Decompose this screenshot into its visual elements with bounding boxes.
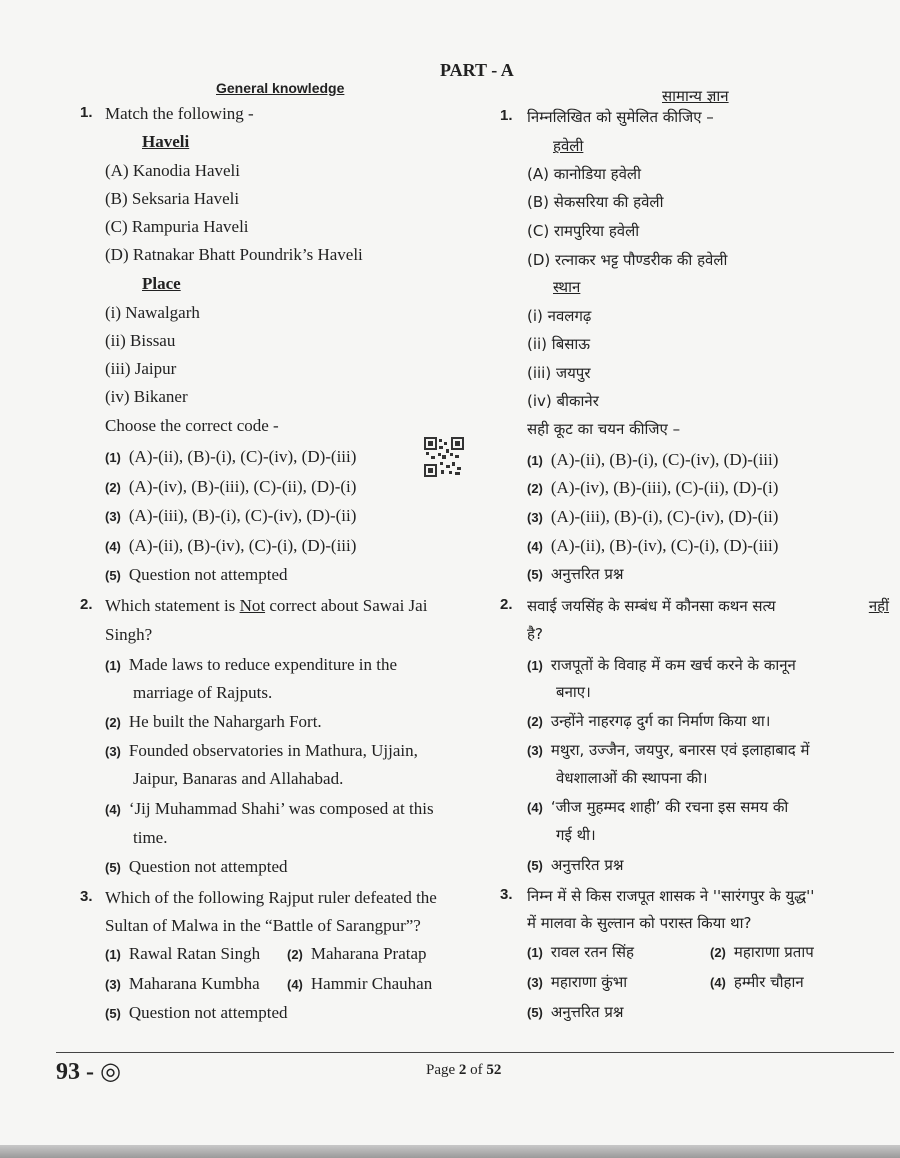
answer-option-continued: बनाए। bbox=[556, 683, 591, 701]
answer-option-continued: वेधशालाओं की स्थापना की। bbox=[556, 769, 708, 787]
question-stem: Which statement is Not correct about Sawai Jai bbox=[105, 596, 428, 615]
answer-option[interactable]: (1) रावल रतन सिंह bbox=[527, 943, 634, 961]
list-item: (B) सेकसरिया की हवेली bbox=[527, 193, 664, 211]
scan-edge-shadow bbox=[0, 1145, 900, 1158]
answer-option[interactable]: (3) (A)-(iii), (B)-(i), (C)-(iv), (D)-(ii) bbox=[527, 507, 779, 526]
answer-option[interactable]: (5) अनुत्तरित प्रश्न bbox=[527, 856, 624, 874]
question-stem: Match the following - bbox=[105, 104, 254, 123]
list-item: (iii) जयपुर bbox=[527, 364, 591, 382]
column-heading-place: स्थान bbox=[553, 278, 581, 296]
answer-option[interactable]: (3) Founded observatories in Mathura, Ujjain, bbox=[105, 741, 418, 760]
question-stem: Which of the following Rajput ruler defeated the bbox=[105, 888, 437, 907]
booklet-code: 93 - ◎ bbox=[56, 1059, 121, 1085]
question-stem: सवाई जयसिंह के सम्बंध में कौनसा कथन सत्य नहीं bbox=[527, 597, 889, 615]
answer-option[interactable]: (3) मथुरा, उज्जैन, जयपुर, बनारस एवं इलाहाबाद में bbox=[527, 741, 810, 759]
column-heading-haveli: Haveli bbox=[142, 132, 190, 151]
answer-option[interactable]: (3) (A)-(iii), (B)-(i), (C)-(iv), (D)-(ii) bbox=[105, 506, 357, 525]
question-stem-continued: में मालवा के सुल्तान को परास्त किया था? bbox=[527, 914, 752, 932]
question-number: 2. bbox=[80, 596, 93, 613]
list-item: (ii) बिसाऊ bbox=[527, 335, 591, 353]
answer-option[interactable]: (3) महाराणा कुंभा bbox=[527, 973, 628, 991]
answer-option[interactable]: (4) (A)-(ii), (B)-(iv), (C)-(i), (D)-(iii) bbox=[105, 536, 357, 555]
qr-code-icon bbox=[424, 437, 464, 477]
list-item: (B) Seksaria Haveli bbox=[105, 189, 240, 208]
list-item: (ii) Bissau bbox=[105, 331, 176, 350]
answer-option[interactable]: (1) Made laws to reduce expenditure in the bbox=[105, 655, 398, 674]
answer-option[interactable]: (1) (A)-(ii), (B)-(i), (C)-(iv), (D)-(iii) bbox=[105, 447, 357, 466]
answer-option[interactable]: (2) (A)-(iv), (B)-(iii), (C)-(ii), (D)-(i) bbox=[527, 478, 779, 497]
answer-option[interactable]: (5) Question not attempted bbox=[105, 565, 288, 584]
column-heading-haveli: हवेली bbox=[553, 137, 584, 155]
list-item: (i) Nawalgarh bbox=[105, 303, 200, 322]
answer-option[interactable]: (4) ‘Jij Muhammad Shahi’ was composed at this bbox=[105, 799, 434, 818]
question-number: 2. bbox=[500, 596, 513, 613]
question-stem-continued: है? bbox=[527, 625, 543, 643]
choose-instruction: सही कूट का चयन कीजिए – bbox=[527, 420, 681, 438]
answer-option[interactable]: (4) ‘जीज मुहम्मद शाही’ की रचना इस समय की bbox=[527, 798, 789, 816]
question-number: 3. bbox=[80, 888, 93, 905]
answer-option[interactable]: (5) Question not attempted bbox=[105, 1003, 288, 1022]
list-item: (A) Kanodia Haveli bbox=[105, 161, 241, 180]
question-stem-continued: Singh? bbox=[105, 625, 153, 644]
answer-option[interactable]: (2) उन्होंने नाहरगढ़ दुर्ग का निर्माण किया था। bbox=[527, 712, 771, 730]
answer-option[interactable]: (4) (A)-(ii), (B)-(iv), (C)-(i), (D)-(iii) bbox=[527, 536, 779, 555]
answer-option[interactable]: (5) अनुत्तरित प्रश्न bbox=[527, 565, 624, 583]
question-number: 3. bbox=[500, 886, 513, 903]
answer-option[interactable]: (2) He built the Nahargarh Fort. bbox=[105, 712, 322, 731]
question-number: 1. bbox=[80, 104, 93, 121]
question-number: 1. bbox=[500, 107, 513, 124]
list-item: (C) रामपुरिया हवेली bbox=[527, 222, 640, 240]
list-item: (iii) Jaipur bbox=[105, 359, 177, 378]
answer-option[interactable]: (5) Question not attempted bbox=[105, 857, 288, 876]
list-item: (i) नवलगढ़ bbox=[527, 307, 592, 325]
answer-option[interactable]: (2) (A)-(iv), (B)-(iii), (C)-(ii), (D)-(i) bbox=[105, 477, 357, 496]
question-stem: निम्न में से किस राजपूत शासक ने ''सारंगपुर के युद्ध'' bbox=[527, 887, 815, 905]
part-heading: PART - A bbox=[440, 60, 514, 80]
answer-option-continued: marriage of Rajputs. bbox=[133, 683, 273, 702]
section-title-hindi: सामान्य ज्ञान bbox=[662, 87, 729, 105]
answer-option[interactable]: (1) राजपूतों के विवाह में कम खर्च करने के कानून bbox=[527, 656, 796, 674]
list-item: (D) Ratnakar Bhatt Poundrik’s Haveli bbox=[105, 245, 363, 264]
answer-option[interactable]: (1) (A)-(ii), (B)-(i), (C)-(iv), (D)-(iii) bbox=[527, 450, 779, 469]
list-item: (A) कानोडिया हवेली bbox=[527, 165, 641, 183]
answer-option[interactable]: (1) Rawal Ratan Singh bbox=[105, 944, 261, 963]
list-item: (C) Rampuria Haveli bbox=[105, 217, 249, 236]
column-heading-place: Place bbox=[142, 274, 181, 293]
question-stem-continued: Sultan of Malwa in the “Battle of Sarangpur”? bbox=[105, 916, 421, 935]
choose-instruction: Choose the correct code - bbox=[105, 416, 279, 435]
list-item: (iv) बीकानेर bbox=[527, 392, 599, 410]
answer-option[interactable]: (5) अनुत्तरित प्रश्न bbox=[527, 1003, 624, 1021]
question-stem: निम्नलिखित को सुमेलित कीजिए – bbox=[527, 108, 714, 126]
section-title-english: General knowledge bbox=[216, 80, 345, 96]
answer-option-continued: Jaipur, Banaras and Allahabad. bbox=[133, 769, 344, 788]
page-number: Page 2 of 52 bbox=[426, 1062, 502, 1078]
answer-option[interactable]: (2) Maharana Pratap bbox=[287, 944, 427, 963]
answer-option[interactable]: (3) Maharana Kumbha bbox=[105, 974, 260, 993]
answer-option[interactable]: (4) Hammir Chauhan bbox=[287, 974, 433, 993]
footer-divider bbox=[56, 1052, 894, 1053]
list-item: (D) रत्नाकर भट्ट पौण्डरीक की हवेली bbox=[527, 251, 728, 269]
answer-option-continued: गई थी। bbox=[556, 826, 596, 844]
answer-option[interactable]: (2) महाराणा प्रताप bbox=[710, 943, 814, 961]
list-item: (iv) Bikaner bbox=[105, 387, 188, 406]
answer-option[interactable]: (4) हम्मीर चौहान bbox=[710, 973, 804, 991]
answer-option-continued: time. bbox=[133, 828, 168, 847]
